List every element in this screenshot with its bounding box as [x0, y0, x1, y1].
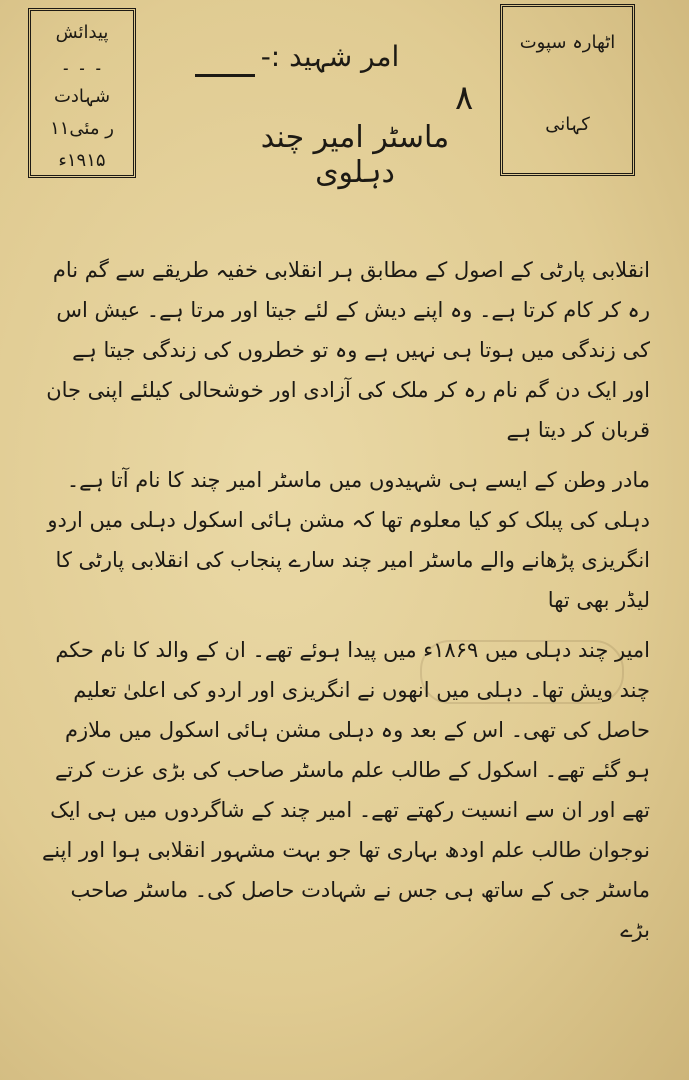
title-rule [195, 74, 255, 77]
birth-value: ۔ ۔ ۔ [60, 54, 104, 75]
page-subtitle: ماسٹر امیر چند دہلوی [260, 120, 450, 190]
series-box [500, 4, 635, 176]
paragraph: امیر چند دہلی میں ۱۸۶۹ء میں پیدا ہوئے تھے۔ ان کے والد کا نام حکم چند ویش تھا۔ دہلی میں انھوں نے انگریزی اور اردو کی اعلیٰ تعلیم حاصل کی تھی۔ اس کے بعد وہ دہلی مشن ہائی اسکول میں ملازم ہو گئے تھے۔ اسکول کے طالب علم ماسٹر صاحب کی بڑی عزت کرتے تھے اور ان سے انسیت رکھتے تھے۔ امیر چند کے شاگردوں میں ہی ایک نوجوان طالب علم اودھ بہاری تھا جو بہت مشہور انقلابی ہوا اور اپنے ماسٹر جی کے ساتھ ہی جس نے شہادت حاصل کی۔ ماسٹر صاحب بڑے [42, 638, 650, 942]
page-title: امر شہید :- [260, 40, 400, 73]
death-label: شہادت [53, 86, 111, 107]
paragraph: مادر وطن کے ایسے ہی شہیدوں میں ماسٹر امیر چند کا نام آتا ہے۔ دہلی کی پبلک کو کیا معلوم تھا کہ مشن ہائی اسکول دہلی میں اردو انگریزی پڑھانے والے ماسٹر امیر چند سارے پنجاب کی انقلابی پارٹی کا لیڈر بھی تھا [47, 468, 650, 612]
birth-death-box [28, 8, 136, 178]
chapter-number: ۸ [455, 78, 474, 118]
death-date: ۱۱ر مئی ۱۹۱۵ء [50, 118, 114, 171]
body-text [40, 250, 650, 960]
birth-label: پیدائش [55, 22, 109, 43]
series-title: اٹھارہ سپوت [519, 32, 616, 53]
series-type: کہانی [545, 114, 590, 135]
paragraph: انقلابی پارٹی کے اصول کے مطابق ہر انقلابی خفیہ طریقے سے گم نام رہ کر کام کرتا ہے۔ وہ اپنے دیش کے لئے جیتا اور مرتا ہے۔ عیش اس کی زندگی میں ہوتا ہی نہیں ہے وہ تو خطروں کی زندگی جیتا ہے اور ایک دن گم نام رہ کر ملک کی آزادی اور خوشحالی کیلئے اپنی جان قربان کر دیتا ہے [46, 258, 650, 442]
